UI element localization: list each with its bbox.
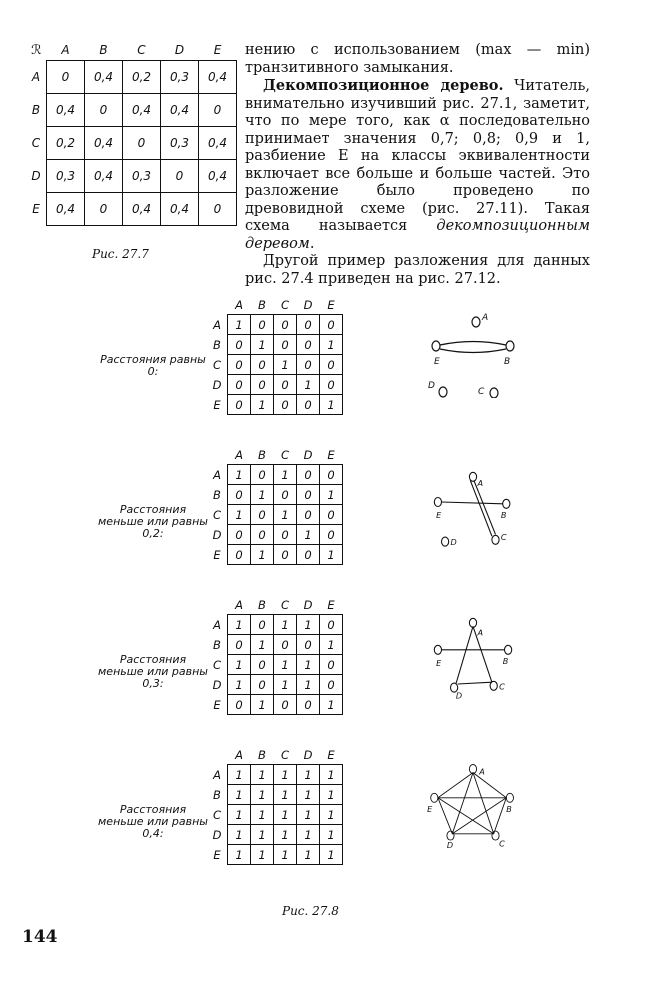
- row-header: A: [213, 767, 221, 782]
- binary-matrix-table: [207, 596, 343, 715]
- matrix-cell: 1: [251, 695, 274, 715]
- svg-text:E: E: [436, 510, 442, 521]
- col-header: D: [303, 598, 313, 612]
- matrix-cell: 0,4: [199, 160, 237, 193]
- matrix-cell: 0,4: [85, 127, 123, 160]
- svg-text:C: C: [478, 387, 485, 397]
- matrix-cell: 0,4: [199, 61, 237, 94]
- matrix-row: [207, 695, 343, 715]
- graph-distance-03: [418, 612, 528, 702]
- row-header: B: [31, 103, 41, 117]
- matrix-cell: 1: [274, 845, 297, 865]
- matrix-cell: 0: [297, 335, 320, 355]
- matrix-corner-symbol: ℛ: [31, 42, 42, 58]
- matrix-row: [207, 805, 343, 825]
- matrix-cell: 1: [297, 845, 320, 865]
- matrix-cell: 1: [320, 395, 343, 415]
- matrix-cell: 0: [297, 505, 320, 525]
- matrix-cell: 0,3: [47, 160, 85, 193]
- matrix-cell: 0: [320, 465, 343, 485]
- matrix-corner: [207, 746, 228, 765]
- matrix-cell: 1: [274, 355, 297, 375]
- matrix-cell: 1: [228, 805, 251, 825]
- matrix-cell: 1: [320, 785, 343, 805]
- col-header: A: [235, 598, 243, 612]
- matrix-cell: 1: [251, 805, 274, 825]
- matrix-cell: 1: [274, 805, 297, 825]
- matrix-threshold-label: Расстояния меньше или равны 0,4:: [98, 803, 208, 840]
- matrix-cell: 1: [274, 825, 297, 845]
- matrix-row: [26, 193, 237, 226]
- matrix-cell: 1: [251, 825, 274, 845]
- matrix-cell: 0: [251, 505, 274, 525]
- col-header: B: [258, 598, 266, 612]
- col-header: E: [327, 448, 335, 462]
- matrix-cell: 0: [85, 94, 123, 127]
- page-number: 144: [22, 927, 58, 947]
- matrix-cell: 1: [297, 785, 320, 805]
- row-header: B: [213, 637, 221, 652]
- matrix-cell: 0,3: [161, 61, 199, 94]
- matrix-row: [207, 505, 343, 525]
- row-header: C: [212, 657, 222, 672]
- row-header: C: [31, 136, 41, 150]
- matrix-cell: 0: [274, 375, 297, 395]
- matrix-cell: 0: [297, 355, 320, 375]
- matrix-cell: 0: [228, 545, 251, 565]
- row-header: A: [31, 70, 41, 84]
- matrix-cell: 1: [228, 845, 251, 865]
- row-header: A: [213, 317, 221, 332]
- matrix-cell: 1: [274, 765, 297, 785]
- matrix-cell: 0: [320, 505, 343, 525]
- matrix-cell: 0: [274, 545, 297, 565]
- col-header: E: [327, 298, 335, 312]
- matrix-cell: 1: [274, 655, 297, 675]
- matrix-cell: 1: [251, 335, 274, 355]
- col-header: B: [258, 748, 266, 762]
- col-header: A: [235, 448, 243, 462]
- matrix-cell: 0: [297, 695, 320, 715]
- matrix-row: [207, 485, 343, 505]
- matrix-cell: 0: [274, 315, 297, 335]
- matrix-cell: 0: [123, 127, 161, 160]
- matrix-cell: 0,3: [161, 127, 199, 160]
- matrix-cell: 0,4: [85, 61, 123, 94]
- svg-text:D: D: [455, 690, 463, 701]
- col-header: B: [258, 298, 266, 312]
- matrix-cell: 0,4: [199, 127, 237, 160]
- col-header: E: [213, 43, 222, 57]
- matrix-cell: 1: [228, 765, 251, 785]
- matrix-row: [207, 825, 343, 845]
- matrix-row: [207, 635, 343, 655]
- col-header: C: [137, 43, 146, 57]
- matrix-cell: 0,4: [161, 193, 199, 226]
- matrix-cell: 0: [228, 375, 251, 395]
- matrix-cell: 1: [251, 785, 274, 805]
- matrix-cell: 1: [297, 375, 320, 395]
- matrix-corner: [207, 596, 228, 615]
- matrix-cell: 1: [274, 785, 297, 805]
- matrix-cell: 0: [297, 485, 320, 505]
- matrix-cell: 0: [297, 545, 320, 565]
- matrix-threshold-label: Расстояния меньше или равны 0,3:: [98, 653, 208, 690]
- matrix-row: [207, 525, 343, 545]
- matrix-cell: 1: [228, 825, 251, 845]
- matrix-cell: 1: [297, 675, 320, 695]
- binary-matrix-table: [207, 446, 343, 565]
- row-header: C: [212, 807, 222, 822]
- matrix-cell: 1: [297, 805, 320, 825]
- matrix-cell: 0: [320, 315, 343, 335]
- matrix-cell: 0,4: [161, 94, 199, 127]
- svg-text:C: C: [500, 531, 507, 542]
- matrix-cell: 0: [251, 315, 274, 335]
- matrix-cell: 1: [320, 485, 343, 505]
- matrix-cell: 1: [251, 485, 274, 505]
- matrix-cell: 1: [228, 315, 251, 335]
- matrix-cell: 0: [228, 335, 251, 355]
- matrix-cell: 1: [251, 395, 274, 415]
- matrix-cell: 0: [228, 695, 251, 715]
- col-header: C: [280, 298, 290, 312]
- matrix-cell: 1: [274, 505, 297, 525]
- matrix-cell: 0,4: [47, 193, 85, 226]
- col-header: C: [280, 448, 290, 462]
- svg-text:D: D: [450, 537, 457, 548]
- row-header: E: [213, 697, 221, 712]
- matrix-cell: 0,4: [85, 160, 123, 193]
- svg-text:A: A: [479, 766, 485, 777]
- row-header: D: [212, 677, 222, 692]
- binary-matrix: [207, 446, 343, 565]
- col-header: E: [327, 748, 335, 762]
- binary-matrix: [207, 596, 343, 715]
- matrix-cell: 0: [228, 525, 251, 545]
- matrix-cell: 0: [251, 465, 274, 485]
- matrix-cell: 1: [320, 695, 343, 715]
- col-header: A: [61, 43, 70, 57]
- figure-caption-27-7: Рис. 27.7: [92, 247, 149, 261]
- matrix-cell: 0: [274, 525, 297, 545]
- matrix-cell: 0: [228, 355, 251, 375]
- svg-text:A: A: [477, 477, 484, 488]
- matrix-cell: 0: [228, 485, 251, 505]
- col-header: D: [303, 748, 313, 762]
- matrix-cell: 0: [320, 655, 343, 675]
- matrix-row: [207, 675, 343, 695]
- binary-matrix-table: [207, 296, 343, 415]
- matrix-row: [26, 94, 237, 127]
- col-header: C: [280, 748, 290, 762]
- row-header: E: [213, 547, 221, 562]
- matrix-cell: 1: [320, 825, 343, 845]
- matrix-threshold-label: Расстояния равны 0:: [100, 353, 206, 378]
- matrix-cell: 1: [228, 465, 251, 485]
- paragraph: Другой пример разложения для данных рис. 27.4 приведен на рис. 27.12.: [245, 253, 590, 287]
- matrix-cell: 1: [320, 335, 343, 355]
- matrix-cell: 1: [297, 825, 320, 845]
- col-header: E: [327, 598, 335, 612]
- matrix-cell: 1: [320, 805, 343, 825]
- section-heading: Декомпозиционное дерево.: [263, 77, 504, 94]
- binary-matrix: [207, 746, 343, 865]
- graph-distance-0: [418, 308, 528, 398]
- matrix-row: [26, 61, 237, 94]
- row-header: D: [212, 527, 222, 542]
- matrix-cell: 0: [297, 635, 320, 655]
- matrix-cell: 1: [251, 545, 274, 565]
- matrix-cell: 1: [228, 675, 251, 695]
- matrix-cell: 0: [199, 94, 237, 127]
- matrix-cell: 0: [274, 695, 297, 715]
- paragraph: [245, 77, 590, 253]
- matrix-cell: 0: [274, 635, 297, 655]
- matrix-row: [207, 355, 343, 375]
- matrix-cell: 0: [297, 315, 320, 335]
- matrix-cell: 0: [251, 655, 274, 675]
- matrix-row: [207, 845, 343, 865]
- matrix-cell: 0: [274, 485, 297, 505]
- matrix-row: [207, 615, 343, 635]
- svg-text:C: C: [499, 838, 505, 849]
- matrix-cell: 0: [251, 355, 274, 375]
- binary-matrix-table: [207, 746, 343, 865]
- matrix-cell: 0: [297, 395, 320, 415]
- matrix-cell: 0: [199, 193, 237, 226]
- matrix-cell: 0: [251, 615, 274, 635]
- matrix-cell: 1: [274, 465, 297, 485]
- col-header: B: [99, 43, 108, 57]
- row-header: D: [212, 827, 222, 842]
- binary-matrix: [207, 296, 343, 415]
- figure-27-7: [26, 40, 237, 226]
- svg-text:D: D: [446, 840, 454, 850]
- matrix-cell: 1: [297, 655, 320, 675]
- matrix-cell: 0: [228, 395, 251, 415]
- svg-text:B: B: [506, 804, 512, 815]
- matrix-cell: 0,2: [123, 61, 161, 94]
- row-header: B: [213, 787, 221, 802]
- matrix-cell: 0: [320, 615, 343, 635]
- matrix-row: [207, 335, 343, 355]
- matrix-cell: 1: [228, 615, 251, 635]
- matrix-cell: 0: [251, 525, 274, 545]
- svg-text:A: A: [482, 313, 489, 323]
- matrix-row: [207, 375, 343, 395]
- matrix-row: [207, 655, 343, 675]
- matrix-cell: 0: [228, 635, 251, 655]
- matrix-cell: 0,2: [47, 127, 85, 160]
- matrix-row: [26, 127, 237, 160]
- matrix-27-7: [26, 40, 237, 226]
- graph-distance-02: [418, 466, 528, 556]
- col-header: B: [258, 448, 266, 462]
- matrix-cell: 1: [320, 765, 343, 785]
- svg-text:B: B: [504, 357, 511, 367]
- matrix-cell: 1: [320, 545, 343, 565]
- matrix-cell: 0,4: [123, 94, 161, 127]
- matrix-row: [207, 765, 343, 785]
- row-header: A: [213, 467, 221, 482]
- svg-text:B: B: [502, 656, 509, 667]
- matrix-cell: 0: [320, 675, 343, 695]
- matrix-cell: 1: [274, 615, 297, 635]
- matrix-cell: 1: [297, 765, 320, 785]
- row-header: D: [212, 377, 222, 392]
- matrix-cell: 1: [251, 845, 274, 865]
- matrix-corner: [207, 446, 228, 465]
- figure-caption-27-8: Рис. 27.8: [282, 904, 339, 918]
- matrix-cell: 1: [251, 765, 274, 785]
- matrix-cell: 0: [47, 61, 85, 94]
- row-header: E: [32, 202, 40, 216]
- matrix-cell: 0,4: [47, 94, 85, 127]
- matrix-cell: 0: [251, 675, 274, 695]
- matrix-cell: 1: [228, 505, 251, 525]
- matrix-cell: 1: [320, 845, 343, 865]
- matrix-cell: 0: [320, 525, 343, 545]
- col-header: D: [303, 448, 313, 462]
- matrix-cell: 1: [228, 655, 251, 675]
- row-header: D: [31, 169, 41, 183]
- svg-text:E: E: [427, 804, 433, 815]
- matrix-cell: 0,4: [123, 193, 161, 226]
- svg-text:C: C: [499, 681, 505, 692]
- svg-text:D: D: [428, 381, 435, 391]
- svg-text:E: E: [436, 658, 442, 668]
- row-header: A: [213, 617, 221, 632]
- body-text: [245, 42, 590, 288]
- matrix-cell: 0: [85, 193, 123, 226]
- col-header: A: [235, 298, 243, 312]
- matrix-row: [26, 160, 237, 193]
- term-italic: декомпозиционным деревом: [245, 218, 590, 252]
- col-header: C: [280, 598, 290, 612]
- matrix-cell: 1: [274, 675, 297, 695]
- matrix-cell: 1: [297, 525, 320, 545]
- graph-distance-04: [418, 760, 528, 850]
- matrix-cell: 1: [297, 615, 320, 635]
- svg-text:E: E: [434, 357, 440, 367]
- matrix-cell: 0: [297, 465, 320, 485]
- row-header: E: [213, 847, 221, 862]
- col-header: D: [174, 43, 185, 57]
- matrix-cell: 0: [274, 395, 297, 415]
- col-header: D: [303, 298, 313, 312]
- matrix-row: [207, 315, 343, 335]
- matrix-cell: 1: [320, 635, 343, 655]
- svg-text:A: A: [477, 627, 484, 638]
- matrix-cell: 0: [320, 355, 343, 375]
- matrix-cell: 0: [251, 375, 274, 395]
- matrix-row: [207, 465, 343, 485]
- row-header: B: [213, 337, 221, 352]
- matrix-row: [207, 785, 343, 805]
- matrix-cell: 0,3: [123, 160, 161, 193]
- row-header: E: [213, 397, 221, 412]
- matrix-cell: 0: [320, 375, 343, 395]
- matrix-cell: 0: [161, 160, 199, 193]
- matrix-threshold-label: Расстояния меньше или равны 0,2:: [98, 503, 208, 540]
- row-header: B: [213, 487, 221, 502]
- matrix-corner: [207, 296, 228, 315]
- row-header: C: [212, 357, 222, 372]
- row-header: C: [212, 507, 222, 522]
- paragraph-text: Читатель, внимательно изучивший рис. 27.1, заметит, что по мере того, как α последовательно принимает значения 0,7; 0,8; 0,9 и 1, разбиение E на классы эквивалентности включает все больше и больше частей. Это разложение было проведено по древовидной схеме (рис. 27.11). Такая схема называется: [245, 78, 590, 234]
- svg-text:B: B: [500, 510, 507, 521]
- matrix-cell: 1: [251, 635, 274, 655]
- matrix-row: [207, 545, 343, 565]
- paragraph: нению с использованием (max — min) транзитивного замыкания.: [245, 42, 590, 76]
- matrix-cell: 0: [274, 335, 297, 355]
- col-header: A: [235, 748, 243, 762]
- matrix-row: [207, 395, 343, 415]
- matrix-cell: 1: [228, 785, 251, 805]
- paragraph-end: .: [309, 235, 315, 252]
